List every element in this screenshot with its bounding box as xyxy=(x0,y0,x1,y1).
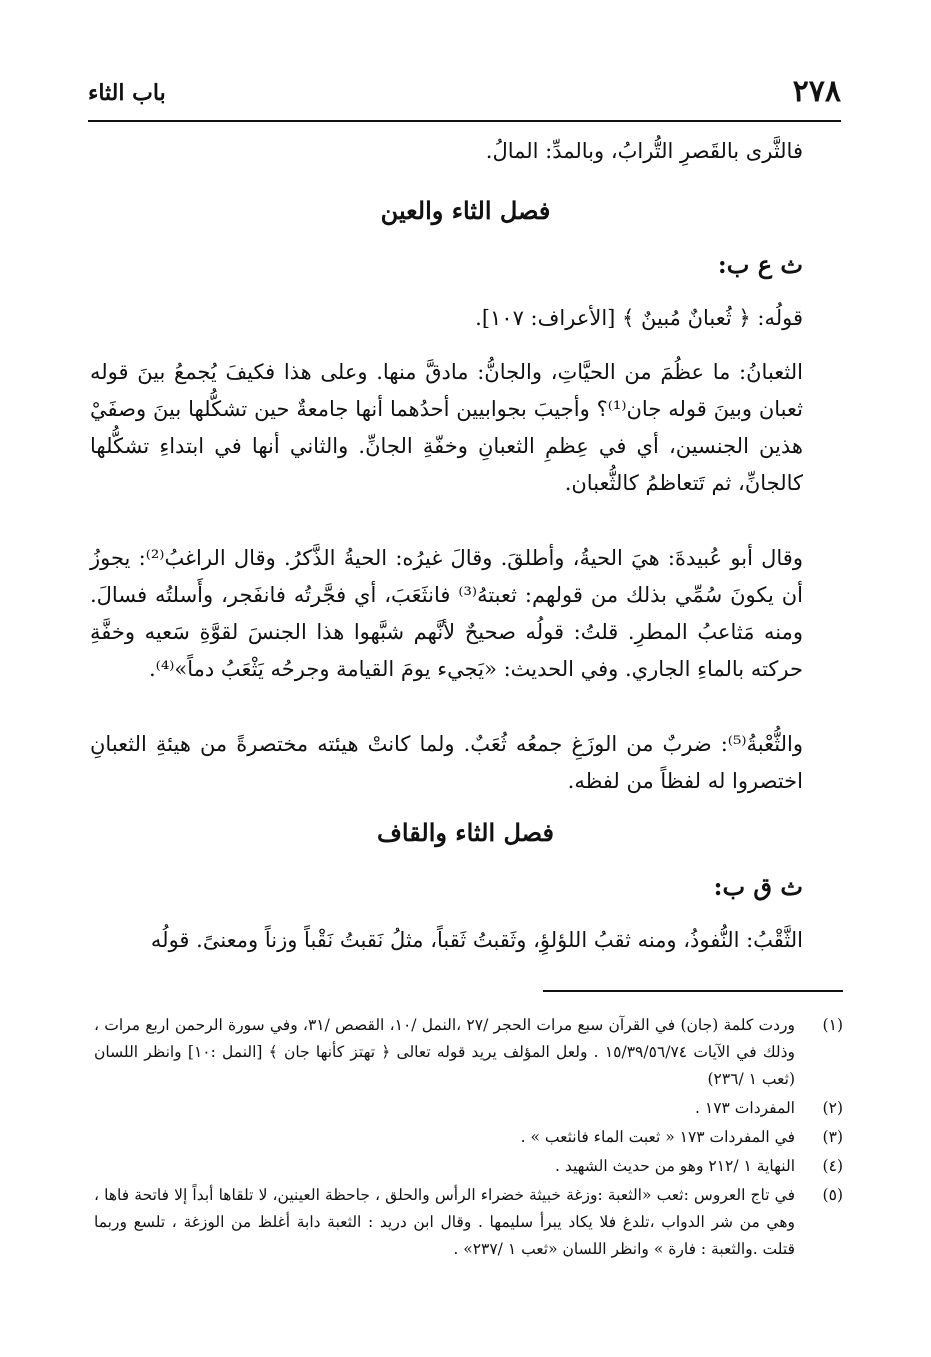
quran-quote: قولُه: ﴿ ثُعبانٌ مُبينٌ ﴾ [الأعراف: ١٠٧]. xyxy=(475,306,803,330)
page-number: ٢٧٨ xyxy=(792,74,841,109)
footnote xyxy=(94,1153,843,1180)
footnote-text: في المفردات ١٧٣ « ثعبت الماء فانثعب » . xyxy=(520,1128,795,1146)
footnotes xyxy=(94,1012,843,1265)
footnote-text: وردت كلمة (جان) في القرآن سبع مرات الحجر /٢٧ ،النمل /١٠، القصص /٣١، وفي سورة الرحمن اربع مرات ، وذلك في الآيات ١٥/٣٩/٥٦/٧٤ . ولعل المؤلف يريد قوله تعالى ﴿ تهتز كأنها جان ﴾ [النمل :١٠] وانظر اللسان (ثعب ١ /٢٣٦) xyxy=(94,1016,796,1088)
footnote-number: (٥) xyxy=(822,1186,843,1204)
page-header xyxy=(88,74,841,114)
running-head: باب الثاء xyxy=(88,80,166,106)
footnote xyxy=(94,1012,843,1093)
section-title-thaa-qaf: فصل الثاء والقاف xyxy=(377,818,554,847)
footnote xyxy=(94,1095,843,1122)
paragraph-thuban: الثعبانُ: ما عظُمَ من الحيَّاتِ، والجانُّ: مادقَّ منها. وعلى هذا فكيفَ يُجمعُ بينَ قوله ثعبان وبينَ قوله جان⁽¹⁾؟ وأجيبَ بجوابيين أحدُهما أنها جامعةٌ حين تشكُّلها بينَ وصفَيْ هذين الجنسين، أي في عِظمِ الثعبانِ وخفّةِ الجانِّ. والثاني أنها في ابتداءِ تشكُّلها كالجانِّ، ثم تَتعاظمُ كالثُّعبان. xyxy=(90,360,803,495)
paragraph-thuba: والثُّعْبةُ⁽⁵⁾: ضربٌ من الوزَغِ جمعُه ثُعَبٌ. ولما كانتْ هيئته مختصرةً من هيئةِ الثعبانِ اختصروا له لفظاً من لفظه. xyxy=(90,732,803,793)
footnote xyxy=(94,1124,843,1151)
footnote-number: (١) xyxy=(822,1016,843,1034)
footnote-number: (٣) xyxy=(822,1128,843,1146)
footnote-text: النهاية ١ /٢١٢ وهو من حديث الشهيد . xyxy=(555,1157,795,1175)
footnote-text: المفردات ١٧٣ . xyxy=(695,1099,795,1117)
header-rule xyxy=(88,120,841,122)
intro-line: فالثَّرى بالقَصرِ التُّرابُ، وبالمدِّ: المالُ. xyxy=(485,139,803,163)
footnote xyxy=(94,1182,843,1263)
footnote-rule xyxy=(543,990,843,992)
root-heading-th-ayn-b: ث ع ب: xyxy=(717,250,803,279)
root-heading-th-q-b: ث ق ب: xyxy=(713,872,803,901)
section-title-thaa-ayn: فصل الثاء والعين xyxy=(380,196,551,225)
paragraph-thaqb: الثَّقْبُ: النُّفوذُ، ومنه ثقبُ اللؤلؤِ، وثَقبتُ ثَقباً، مثلُ نَقبتُ نَقْباً وزناً ومعنىً. قولُه xyxy=(150,928,803,952)
paragraph-abu-ubayda: وقال أبو عُبيدةَ: هيَ الحيةُ، وأطلقَ. وقالَ غيرُه: الحيةُ الذَّكرُ. وقال الراغبُ⁽²⁾: يجوزُ أن يكونَ سُمِّي بذلك من قولهم: ثعبتهُ⁽³⁾ فانثَعَبَ، أي فجَّرتُه فانفَجر، وأَسلتُه فسالَ. ومنه مَثاعبُ المطرِ. قلتُ: قولُه صحيحٌ لأنَّهم شبَّهوا هذا الجنسَ لقوَّةِ سَعيه وخفَّةِ حركته بالماءِ الجاري. وفي الحديث: «يَجيء يومَ القيامة وجرحُه يَثْعَبُ دماً»⁽⁴⁾. xyxy=(90,546,803,681)
footnote-number: (٤) xyxy=(822,1157,843,1175)
footnote-text: في تاج العروس :ثعب «الثعبة :وزغة خبيثة خضراء الرأس والحلق ، جاحظة العينين، لا تلقاها أبداً إلا فاتحة فاها ، وهي من شر الدواب ،تلدغ فلا يكاد يبرأ سليمها . وقال ابن دريد : الثعبة دابة أغلظ من الوزغة ، تلسع وربما قتلت .والثعبة : فارة » وانظر اللسان «ثعب ١ /٢٣٧» . xyxy=(94,1186,795,1258)
footnote-number: (٢) xyxy=(822,1099,843,1117)
